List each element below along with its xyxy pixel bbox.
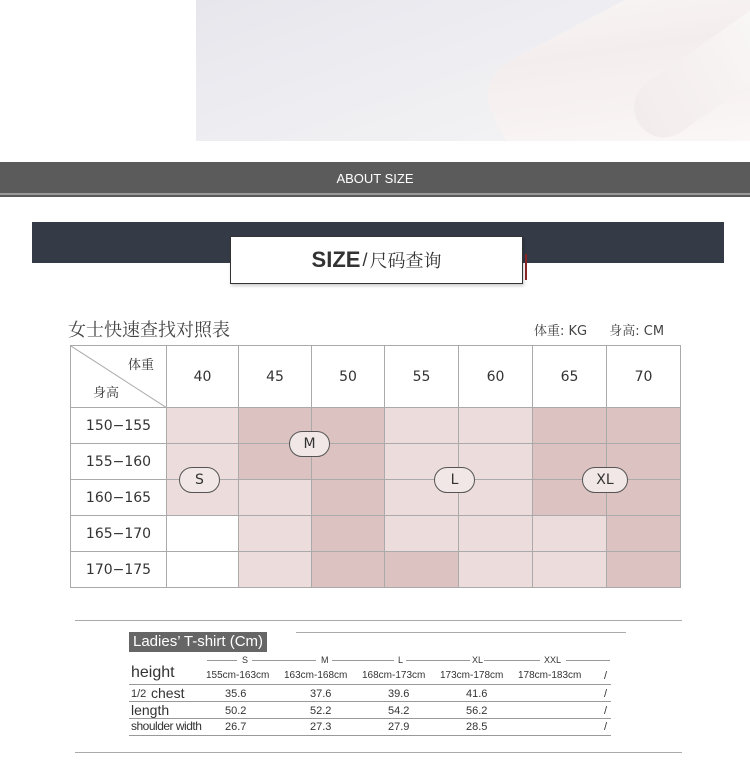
grid-cell [607, 516, 681, 552]
size-header-accent [525, 254, 527, 280]
grid-cell [385, 552, 459, 588]
tshirt-cell: / [604, 670, 608, 682]
grid-cell [167, 516, 239, 552]
tshirt-size-xxl: XXL [544, 655, 562, 665]
height-row-label: 170−175 [71, 552, 167, 588]
tshirt-cell: 163cm-168cm [284, 670, 348, 681]
grid-corner [71, 346, 167, 408]
tshirt-row-label: height [131, 664, 175, 681]
tshirt-cell: 37.6 [310, 688, 332, 700]
grid-cell [459, 516, 533, 552]
size-header-big: SIZE [311, 247, 361, 272]
tshirt-row-label-prefix: 1/2 [131, 688, 147, 700]
tshirt-cell: / [604, 705, 608, 717]
row-divider [129, 701, 611, 702]
weight-col: 45 [239, 346, 312, 408]
grid-cell [459, 408, 533, 444]
tshirt-cell: 168cm-173cm [362, 670, 426, 681]
weight-col: 50 [312, 346, 385, 408]
grid-cell [385, 516, 459, 552]
grid-row [71, 552, 681, 588]
size-divider [566, 660, 610, 661]
size-divider [484, 660, 540, 661]
size-header-box [230, 236, 523, 284]
height-row-label: 165−170 [71, 516, 167, 552]
size-grid [70, 345, 681, 588]
row-divider [129, 684, 611, 685]
tshirt-size-s: S [242, 655, 249, 665]
height-row-label: 150−155 [71, 408, 167, 444]
grid-cell [167, 408, 239, 444]
grid-cell [385, 408, 459, 444]
grid-row [71, 516, 681, 552]
tshirt-cell: 54.2 [388, 705, 410, 717]
grid-cell [239, 552, 312, 588]
grid-cell [239, 516, 312, 552]
tshirt-cell: 27.9 [388, 721, 410, 733]
tshirt-cell: 155cm-163cm [206, 670, 270, 681]
weight-col: 70 [607, 346, 681, 408]
tshirt-row-label: shoulder width [131, 719, 202, 733]
grid-cell [533, 408, 607, 444]
tshirt-title-rule [296, 632, 626, 633]
size-badge-xl: XL [582, 467, 628, 493]
tshirt-cell: / [604, 721, 608, 733]
tshirt-cell: 50.2 [225, 705, 247, 717]
grid-cell [312, 480, 385, 516]
tshirt-cell: 178cm-183cm [518, 670, 582, 681]
weight-col: 55 [385, 346, 459, 408]
chart-legend [534, 320, 682, 339]
tshirt-size-l: L [398, 655, 404, 665]
height-row-label: 155−160 [71, 444, 167, 480]
legend-height: 身高: CM [609, 324, 665, 339]
size-divider [207, 660, 237, 661]
tshirt-size-xl: XL [472, 655, 484, 665]
legend-weight: 体重: KG [534, 324, 588, 339]
tshirt-cell: 52.2 [310, 705, 332, 717]
size-header-cn: 尺码查询 [369, 251, 442, 271]
grid-cell [533, 552, 607, 588]
size-divider [406, 660, 470, 661]
grid-cell [607, 408, 681, 444]
tshirt-cell: 173cm-178cm [440, 670, 504, 681]
size-badge-l: L [434, 467, 475, 493]
grid-cell [239, 480, 312, 516]
tshirt-cell: 26.7 [225, 721, 247, 733]
size-divider [252, 660, 316, 661]
tshirt-cell: / [604, 688, 608, 700]
grid-cell [167, 552, 239, 588]
band-underline [0, 193, 750, 195]
grid-cell [312, 552, 385, 588]
tshirt-cell: 56.2 [466, 705, 488, 717]
chart-title: 女士快速查找对照表 [68, 320, 230, 341]
about-size-band [0, 162, 750, 197]
grid-row [71, 408, 681, 444]
size-divider [332, 660, 394, 661]
tshirt-cell: 27.3 [310, 721, 332, 733]
grid-cell [607, 552, 681, 588]
tshirt-size-m: M [321, 655, 329, 665]
corner-weight: 体重 [127, 358, 154, 373]
grid-header-row [71, 346, 681, 408]
corner-height: 身高 [93, 386, 120, 401]
weight-col: 40 [167, 346, 239, 408]
tshirt-row-label: length [131, 702, 170, 718]
tshirt-cell: 28.5 [466, 721, 488, 733]
grid-cell [533, 516, 607, 552]
size-badge-s: S [179, 467, 220, 493]
grid-cell [312, 516, 385, 552]
tshirt-cell: 39.6 [388, 688, 410, 700]
weight-col: 65 [533, 346, 607, 408]
height-row-label: 160−165 [71, 480, 167, 516]
tshirt-cell: 35.6 [225, 688, 247, 700]
tshirt-row-label: chest [151, 685, 185, 701]
tshirt-table-title: Ladies’ T-shirt (Cm) [129, 632, 267, 652]
about-size-title: ABOUT SIZE [336, 171, 414, 186]
tshirt-cell: 41.6 [466, 688, 488, 700]
product-photo [196, 0, 750, 141]
row-divider [129, 735, 611, 736]
weight-col: 60 [459, 346, 533, 408]
grid-cell [459, 552, 533, 588]
tshirt-table-top-rule [75, 620, 682, 621]
tshirt-table-bottom-rule [75, 752, 682, 753]
size-header-slash: / [362, 249, 368, 270]
size-badge-m: M [289, 431, 330, 457]
